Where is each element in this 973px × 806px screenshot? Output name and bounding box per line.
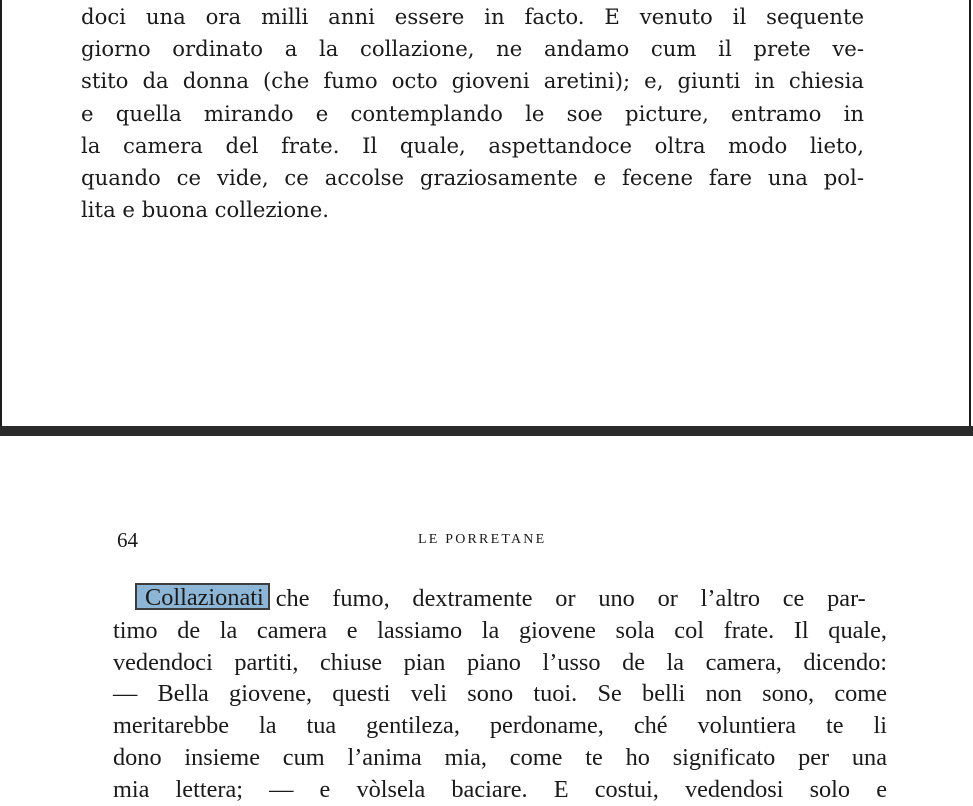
text-line: giorno ordinato a la collazione, ne andamo cum il prete ve- <box>81 36 864 62</box>
text-line: e quella mirando e contemplando le soe picture, entramo in <box>81 100 864 126</box>
page-separator <box>0 426 973 436</box>
text-line: stito da donna (che fumo octo gioveni aretini); e, giunti in chiesia <box>81 68 864 94</box>
text-line: la camera del frate. Il quale, aspettandoce oltra modo lieto, <box>81 132 864 158</box>
text-line: doci una ora milli anni essere in facto. E venuto il sequente <box>81 4 864 29</box>
first-line-rest: che fumo, dextramente or uno or l’altro ce par- <box>275 585 866 612</box>
text-line: dono insieme cum l’anima mia, come te ho significato per una <box>113 743 887 771</box>
current-page-text <box>113 583 887 806</box>
text-line <box>113 583 887 615</box>
page-number: 64 <box>117 528 138 552</box>
previous-page-text <box>81 1 864 226</box>
highlighted-word[interactable]: Collazionati <box>135 583 270 610</box>
running-head: LE PORRETANE <box>418 532 547 547</box>
text-line: quando ce vide, ce accolse graziosamente e fecene fare una pol- <box>81 164 864 190</box>
text-line: lita e buona collezione. <box>81 197 330 223</box>
text-line: timo de la camera e lassiamo la giovene sola col frate. Il quale, <box>113 616 887 644</box>
text-line: meritarebbe la tua gentileza, perdoname, ché voluntiera te li <box>113 712 887 740</box>
text-line: vedendoci partiti, chiuse pian piano l’usso de la camera, dicendo: <box>113 648 887 676</box>
text-line: mia lettera; — e vòlsela baciare. E costui, vedendosi solo e <box>113 775 887 803</box>
text-line: — Bella giovene, questi veli sono tuoi. Se belli non sono, come <box>113 680 887 708</box>
